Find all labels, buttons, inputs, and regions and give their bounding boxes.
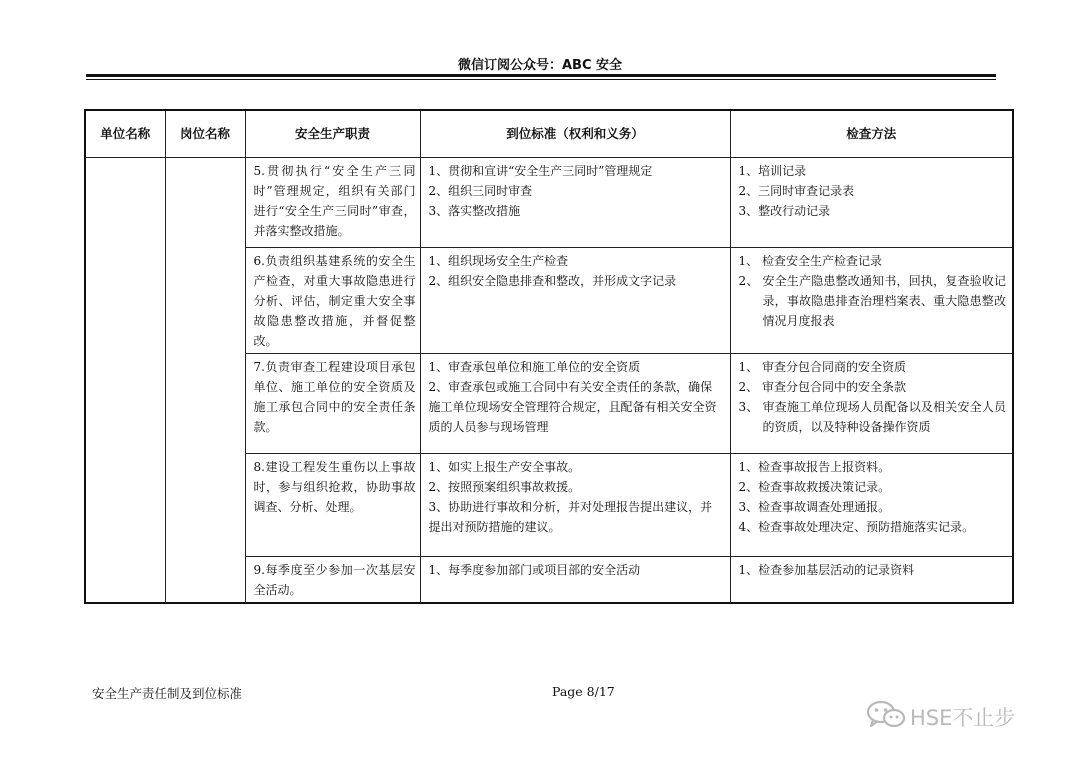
check-method-cell	[730, 354, 1013, 454]
standard-cell	[420, 354, 730, 454]
standard-item: 1、组织现场安全生产检查	[428, 254, 569, 268]
duty-cell: 7.负责审查工程建设项目承包单位、施工单位的安全资质及施工承包合同中的安全责任条款。	[245, 354, 420, 454]
duty-cell: 5.贯彻执行“安全生产三同时”管理规定，组织有关部门进行“安全生产三同时”审查，并落实整改措施。	[245, 158, 420, 248]
unit-name-cell	[85, 158, 165, 604]
standard-item: 1、审查承包单位和施工单位的安全资质	[428, 360, 641, 374]
standard-cell	[420, 557, 730, 604]
check-item: 4、检查事故处理决定、预防措施落实记录。	[738, 520, 975, 534]
footer-page-number: Page 8/17	[552, 684, 615, 699]
footer-document-title: 安全生产责任制及到位标准	[92, 686, 243, 701]
check-item: 3、整改行动记录	[738, 204, 831, 218]
standard-item: 2、组织三同时审查	[428, 184, 533, 198]
standard-cell	[420, 158, 730, 248]
table-row	[85, 158, 1013, 248]
position-name-cell	[165, 158, 245, 604]
standard-item: 1、贯彻和宣讲“安全生产三同时”管理规定	[428, 164, 653, 178]
table-header-row	[85, 110, 1013, 158]
duty-cell: 6.负责组织基建系统的安全生产检查，对重大事故隐患进行分析、评估，制定重大安全事故隐患整改措施，并督促整改。	[245, 248, 420, 354]
check-item: 2、 审查分包合同中的安全条款	[738, 380, 906, 394]
responsibility-table	[84, 109, 1014, 604]
standard-item: 3、协助进行事故和分析，并对处理报告提出建议，并提出对预防措施的建议。	[428, 500, 713, 534]
standard-cell	[420, 248, 730, 354]
column-header-unit: 单位名称	[85, 110, 165, 158]
standard-item: 2、审查承包或施工合同中有关安全责任的条款，确保施工单位现场安全管理符合规定，且配备有相关安全资质的人员参与现场管理	[428, 380, 717, 434]
check-item: 1、 检查安全生产检查记录	[738, 254, 882, 268]
check-item: 1、培训记录	[738, 164, 807, 178]
check-item: 1、检查事故报告上报资料。	[738, 460, 891, 474]
standard-cell	[420, 454, 730, 557]
check-item: 2、检查事故救援决策记录。	[738, 480, 891, 494]
standard-item: 3、落实整改措施	[428, 204, 521, 218]
check-item: 2、 安全生产隐患整改通知书，回执，复查验收记录，事故隐患排查治理档案表、重大隐患整改情况月度报表	[738, 274, 1006, 328]
check-method-cell	[730, 454, 1013, 557]
header-rule-thick	[86, 74, 996, 77]
header-rule-thin	[86, 79, 996, 80]
check-item: 2、三同时审查记录表	[738, 184, 855, 198]
check-item: 3、 审查施工单位现场人员配备以及相关安全人员的资质，以及特种设备操作资质	[738, 400, 1006, 434]
standard-item: 1、如实上报生产安全事故。	[428, 460, 581, 474]
check-method-cell	[730, 248, 1013, 354]
standard-item: 2、按照预案组织事故救援。	[428, 480, 581, 494]
page-header-title: 微信订阅公众号：ABC 安全	[457, 58, 623, 73]
check-item: 1、 审查分包合同商的安全资质	[738, 360, 906, 374]
duty-cell: 9.每季度至少参加一次基层安全活动。	[245, 557, 420, 604]
duty-cell: 8.建设工程发生重伤以上事故时，参与组织抢救，协助事故调查、分析、处理。	[245, 454, 420, 557]
watermark	[866, 700, 1015, 734]
column-header-standard: 到位标准（权利和义务）	[420, 110, 730, 158]
column-header-duty: 安全生产职责	[245, 110, 420, 158]
column-header-position: 岗位名称	[165, 110, 245, 158]
standard-item: 1、每季度参加部门或项目部的安全活动	[428, 563, 641, 577]
check-method-cell	[730, 557, 1013, 604]
check-item: 3、检查事故调查处理通报。	[738, 500, 891, 514]
check-item: 1、检查参加基层活动的记录资料	[738, 563, 915, 577]
watermark-text: HSE不止步	[910, 706, 1016, 730]
column-header-check-method: 检查方法	[730, 110, 1013, 158]
check-method-cell	[730, 158, 1013, 248]
wechat-icon	[866, 700, 906, 735]
standard-item: 2、组织安全隐患排查和整改，并形成文字记录	[428, 274, 677, 288]
